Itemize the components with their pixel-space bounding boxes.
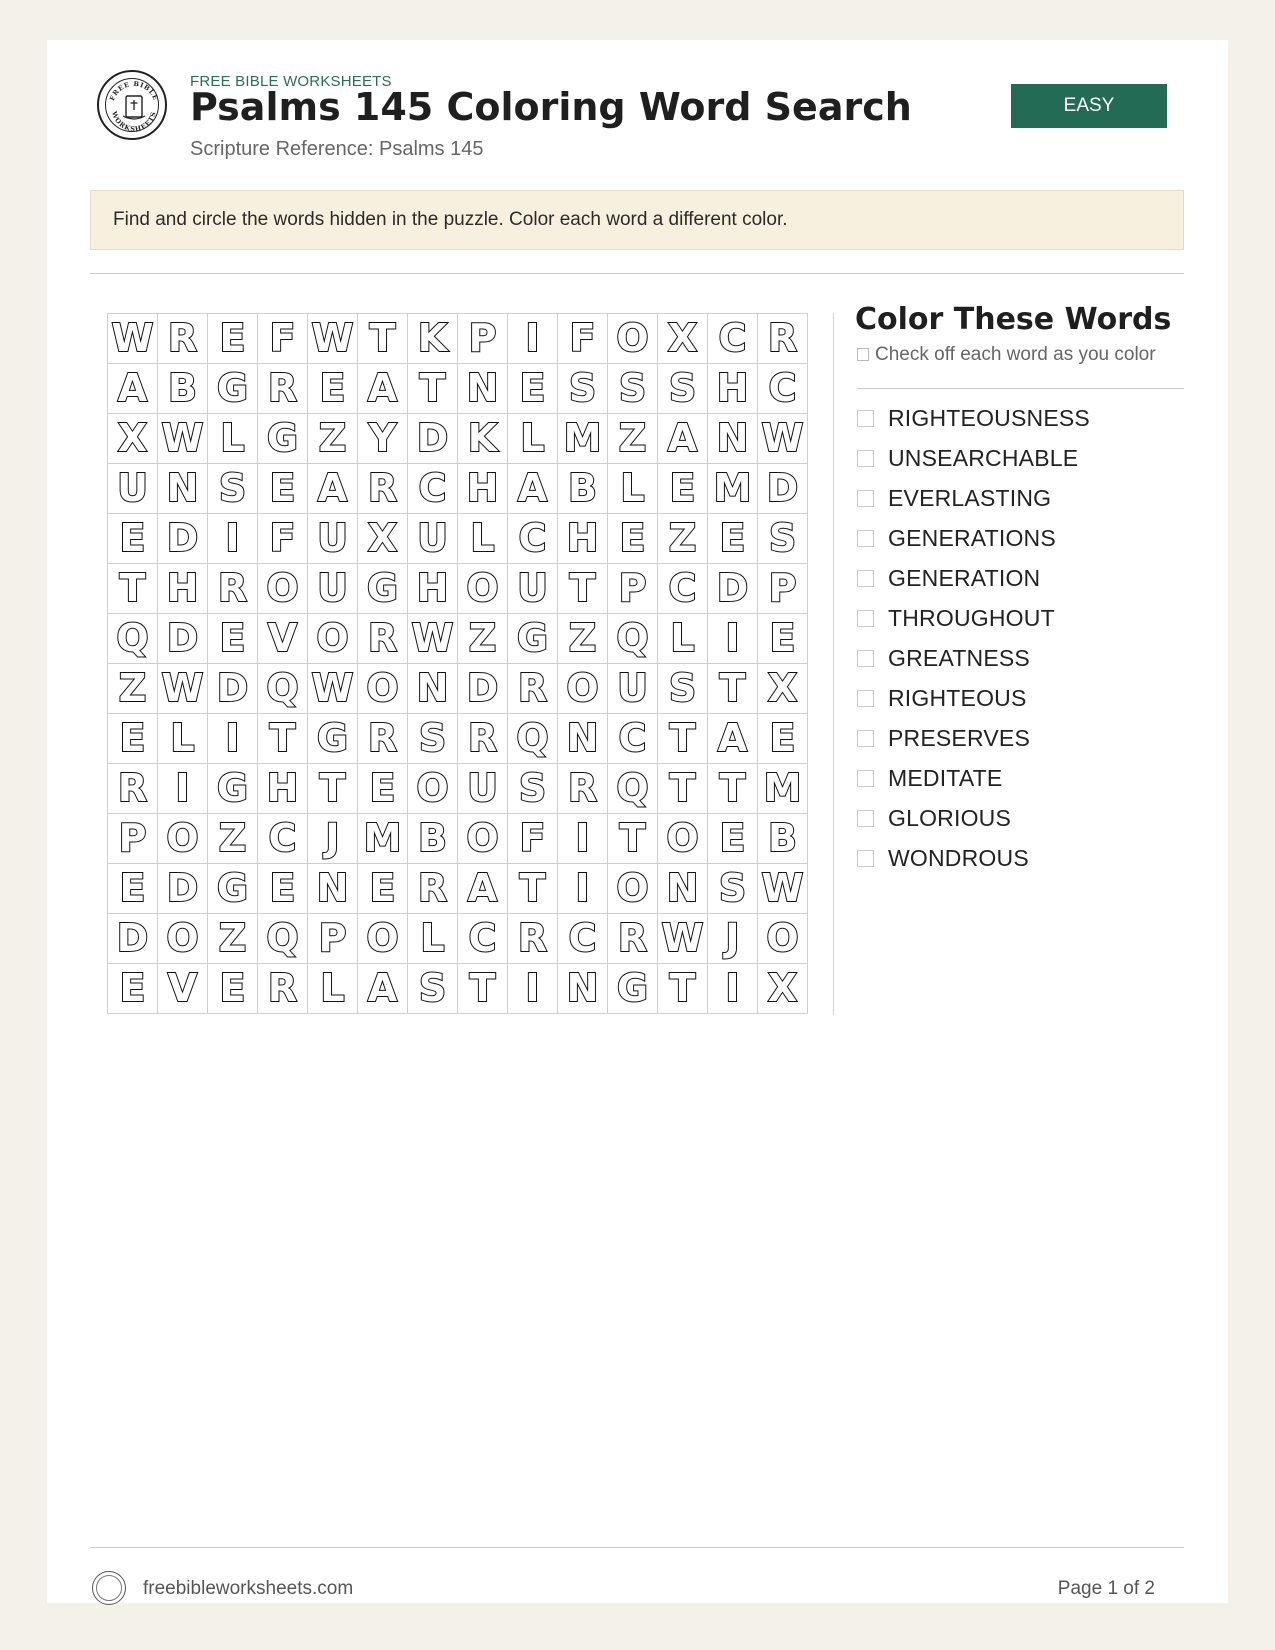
grid-cell[interactable]: E — [608, 514, 658, 564]
grid-cell[interactable]: I — [708, 964, 758, 1014]
grid-cell[interactable]: T — [658, 764, 708, 814]
grid-cell[interactable]: E — [258, 864, 308, 914]
word-checkbox[interactable] — [857, 730, 874, 747]
grid-cell[interactable]: I — [558, 814, 608, 864]
grid-cell[interactable]: E — [208, 314, 258, 364]
difficulty-badge: EASY — [1011, 84, 1167, 128]
grid-cell[interactable]: C — [608, 714, 658, 764]
word-checkbox[interactable] — [857, 490, 874, 507]
grid-cell[interactable]: O — [358, 914, 408, 964]
grid-cell[interactable]: I — [558, 864, 608, 914]
grid-cell[interactable]: R — [358, 714, 408, 764]
grid-cell[interactable]: R — [258, 364, 308, 414]
grid-cell[interactable]: L — [308, 964, 358, 1014]
grid-cell[interactable]: N — [708, 414, 758, 464]
grid-cell[interactable]: P — [458, 314, 508, 364]
grid-cell[interactable]: E — [108, 714, 158, 764]
grid-cell[interactable]: C — [758, 364, 808, 414]
word-item[interactable] — [857, 478, 1090, 518]
grid-cell[interactable]: H — [258, 764, 308, 814]
grid-cell[interactable]: J — [708, 914, 758, 964]
grid-cell[interactable]: R — [458, 714, 508, 764]
word-item[interactable] — [857, 798, 1090, 838]
grid-cell[interactable]: E — [358, 864, 408, 914]
grid-cell[interactable]: Q — [608, 764, 658, 814]
grid-cell[interactable]: S — [608, 364, 658, 414]
grid-cell[interactable]: Z — [208, 814, 258, 864]
grid-cell[interactable]: D — [708, 564, 758, 614]
grid-cell[interactable]: O — [458, 814, 508, 864]
grid-cell[interactable]: R — [358, 614, 408, 664]
grid-cell[interactable]: U — [458, 764, 508, 814]
checkbox-icon — [857, 348, 869, 361]
word-label: GENERATIONS — [888, 524, 1056, 551]
word-checkbox[interactable] — [857, 450, 874, 467]
grid-cell[interactable]: M — [708, 464, 758, 514]
column-divider — [833, 313, 834, 1015]
word-label: RIGHTEOUS — [888, 684, 1027, 711]
grid-cell[interactable]: D — [158, 864, 208, 914]
grid-cell[interactable]: E — [508, 364, 558, 414]
scripture-reference: Scripture Reference: Psalms 145 — [190, 138, 484, 160]
grid-cell[interactable]: R — [758, 314, 808, 364]
grid-cell[interactable]: S — [658, 364, 708, 414]
grid-cell[interactable]: T — [558, 564, 608, 614]
grid-cell[interactable]: T — [708, 764, 758, 814]
grid-cell[interactable]: R — [508, 664, 558, 714]
grid-cell[interactable]: C — [558, 914, 608, 964]
grid-cell[interactable]: M — [758, 764, 808, 814]
worksheet-page — [47, 40, 1228, 1603]
grid-cell[interactable]: D — [158, 514, 208, 564]
word-label: GREATNESS — [888, 644, 1030, 671]
grid-cell[interactable]: A — [308, 464, 358, 514]
grid-cell[interactable]: D — [408, 414, 458, 464]
grid-cell[interactable]: Q — [608, 614, 658, 664]
word-checkbox[interactable] — [857, 770, 874, 787]
grid-cell[interactable]: U — [508, 564, 558, 614]
grid-cell[interactable]: N — [158, 464, 208, 514]
grid-cell[interactable]: M — [358, 814, 408, 864]
word-label: EVERLASTING — [888, 484, 1052, 511]
grid-cell[interactable]: G — [308, 714, 358, 764]
grid-cell[interactable]: E — [658, 464, 708, 514]
grid-cell[interactable]: R — [258, 964, 308, 1014]
grid-cell[interactable]: S — [508, 764, 558, 814]
grid-cell[interactable]: H — [558, 514, 608, 564]
grid-cell[interactable]: S — [208, 464, 258, 514]
grid-cell[interactable]: H — [458, 464, 508, 514]
grid-cell[interactable]: T — [358, 314, 408, 364]
grid-cell[interactable]: O — [258, 564, 308, 614]
grid-cell[interactable]: O — [158, 814, 208, 864]
word-label: GLORIOUS — [888, 804, 1012, 831]
divider — [90, 273, 1184, 274]
grid-cell[interactable]: R — [358, 464, 408, 514]
grid-cell[interactable]: S — [408, 964, 458, 1014]
grid-cell[interactable]: Q — [108, 614, 158, 664]
grid-cell[interactable]: O — [608, 314, 658, 364]
grid-cell[interactable]: I — [208, 714, 258, 764]
brand-name: FREE BIBLE WORKSHEETS — [190, 73, 392, 90]
word-checkbox[interactable] — [857, 530, 874, 547]
grid-cell[interactable]: U — [408, 514, 458, 564]
grid-cell[interactable]: E — [108, 864, 158, 914]
grid-cell[interactable]: F — [558, 314, 608, 364]
grid-cell[interactable]: S — [558, 364, 608, 414]
grid-cell[interactable]: C — [658, 564, 708, 614]
grid-cell[interactable]: E — [108, 514, 158, 564]
grid-cell[interactable]: L — [658, 614, 708, 664]
grid-cell[interactable]: G — [208, 764, 258, 814]
grid-cell[interactable]: D — [208, 664, 258, 714]
grid-cell[interactable]: O — [608, 864, 658, 914]
grid-cell[interactable]: Q — [508, 714, 558, 764]
grid-cell[interactable]: W — [308, 664, 358, 714]
grid-cell[interactable]: E — [258, 464, 308, 514]
word-checkbox[interactable] — [857, 650, 874, 667]
grid-cell[interactable]: C — [508, 514, 558, 564]
grid-cell[interactable]: Y — [358, 414, 408, 464]
word-item[interactable] — [857, 438, 1090, 478]
grid-cell[interactable]: Q — [258, 664, 308, 714]
grid-cell[interactable]: M — [558, 414, 608, 464]
word-item[interactable] — [857, 598, 1090, 638]
grid-cell[interactable]: P — [758, 564, 808, 614]
grid-cell[interactable]: E — [108, 964, 158, 1014]
grid-cell[interactable]: C — [708, 314, 758, 364]
grid-cell[interactable]: G — [508, 614, 558, 664]
logo-text-top: FREE BIBLE — [108, 79, 160, 102]
grid-cell[interactable]: N — [558, 964, 608, 1014]
grid-cell[interactable]: N — [308, 864, 358, 914]
word-bank-title: Color These Words — [855, 302, 1172, 337]
grid-cell[interactable]: W — [308, 314, 358, 364]
word-checkbox[interactable] — [857, 610, 874, 627]
grid-cell[interactable]: H — [408, 564, 458, 614]
grid-cell[interactable]: U — [308, 514, 358, 564]
grid-cell[interactable]: F — [258, 314, 308, 364]
grid-cell[interactable]: A — [508, 464, 558, 514]
grid-cell[interactable]: N — [558, 714, 608, 764]
grid-cell[interactable]: L — [208, 414, 258, 464]
grid-cell[interactable]: A — [108, 364, 158, 414]
grid-cell[interactable]: S — [708, 864, 758, 914]
grid-cell[interactable]: B — [558, 464, 608, 514]
grid-cell[interactable]: B — [758, 814, 808, 864]
grid-cell[interactable]: W — [108, 314, 158, 364]
grid-cell[interactable]: Z — [208, 914, 258, 964]
grid-cell[interactable]: R — [558, 764, 608, 814]
grid-cell[interactable]: U — [608, 664, 658, 714]
grid-cell[interactable]: O — [558, 664, 608, 714]
grid-cell[interactable]: Q — [258, 914, 308, 964]
grid-cell[interactable]: A — [658, 414, 708, 464]
grid-cell[interactable]: P — [308, 914, 358, 964]
word-checkbox[interactable] — [857, 690, 874, 707]
grid-cell[interactable]: O — [658, 814, 708, 864]
word-checkbox[interactable] — [857, 810, 874, 827]
grid-cell[interactable]: R — [408, 864, 458, 914]
word-label: THROUGHOUT — [888, 604, 1055, 631]
grid-cell[interactable]: Z — [458, 614, 508, 664]
grid-cell[interactable]: T — [308, 764, 358, 814]
word-label: MEDITATE — [888, 764, 1003, 791]
grid-cell[interactable]: X — [758, 964, 808, 1014]
grid-cell[interactable]: K — [408, 314, 458, 364]
grid-cell[interactable]: L — [158, 714, 208, 764]
grid-cell[interactable]: R — [158, 314, 208, 364]
grid-cell[interactable]: H — [158, 564, 208, 614]
grid-cell[interactable]: S — [658, 664, 708, 714]
grid-cell[interactable]: N — [658, 864, 708, 914]
grid-cell[interactable]: Z — [608, 414, 658, 464]
grid-cell[interactable]: E — [208, 614, 258, 664]
grid-cell[interactable]: C — [408, 464, 458, 514]
grid-cell[interactable]: E — [758, 614, 808, 664]
grid-cell[interactable]: W — [758, 414, 808, 464]
grid-cell[interactable]: T — [108, 564, 158, 614]
grid-cell[interactable]: D — [758, 464, 808, 514]
word-checkbox[interactable] — [857, 850, 874, 867]
grid-cell[interactable]: X — [658, 314, 708, 364]
word-item[interactable] — [857, 678, 1090, 718]
grid-cell[interactable]: D — [158, 614, 208, 664]
grid-cell[interactable]: W — [758, 864, 808, 914]
grid-cell[interactable]: W — [158, 664, 208, 714]
grid-cell[interactable]: R — [208, 564, 258, 614]
bible-icon — [99, 72, 169, 142]
page-title: Psalms 145 Coloring Word Search — [190, 85, 912, 129]
word-checkbox[interactable] — [857, 410, 874, 427]
grid-cell[interactable]: L — [508, 414, 558, 464]
word-item[interactable] — [857, 718, 1090, 758]
word-item[interactable] — [857, 838, 1090, 878]
grid-cell[interactable]: W — [408, 614, 458, 664]
grid-cell[interactable]: T — [508, 864, 558, 914]
word-item[interactable] — [857, 398, 1090, 438]
grid-cell[interactable]: R — [108, 764, 158, 814]
word-item[interactable] — [857, 518, 1090, 558]
grid-cell[interactable]: O — [308, 614, 358, 664]
grid-cell[interactable]: E — [308, 364, 358, 414]
word-item[interactable] — [857, 558, 1090, 598]
grid-cell[interactable]: E — [708, 514, 758, 564]
grid-cell[interactable]: Z — [108, 664, 158, 714]
grid-cell[interactable]: T — [658, 714, 708, 764]
site-logo — [97, 70, 167, 140]
grid-cell[interactable]: T — [708, 664, 758, 714]
grid-cell[interactable]: V — [158, 964, 208, 1014]
grid-cell[interactable]: D — [458, 664, 508, 714]
grid-cell[interactable]: L — [608, 464, 658, 514]
grid-cell[interactable]: R — [508, 914, 558, 964]
grid-cell[interactable]: L — [458, 514, 508, 564]
grid-cell[interactable]: I — [708, 614, 758, 664]
grid-cell[interactable]: V — [258, 614, 308, 664]
grid-cell[interactable]: J — [308, 814, 358, 864]
grid-cell[interactable]: A — [358, 964, 408, 1014]
grid-cell[interactable]: H — [708, 364, 758, 414]
grid-cell[interactable]: O — [458, 564, 508, 614]
footer-divider — [90, 1547, 1184, 1548]
grid-cell[interactable]: I — [158, 764, 208, 814]
grid-cell[interactable]: X — [108, 414, 158, 464]
grid-cell[interactable]: I — [508, 314, 558, 364]
grid-cell[interactable]: F — [258, 514, 308, 564]
grid-cell[interactable]: L — [408, 914, 458, 964]
grid-cell[interactable]: S — [758, 514, 808, 564]
grid-cell[interactable]: C — [458, 914, 508, 964]
grid-cell[interactable]: T — [658, 964, 708, 1014]
grid-cell[interactable]: G — [208, 864, 258, 914]
word-label: RIGHTEOUSNESS — [888, 404, 1090, 431]
grid-cell[interactable]: G — [358, 564, 408, 614]
grid-cell[interactable]: E — [358, 764, 408, 814]
divider — [857, 388, 1184, 389]
grid-cell[interactable]: T — [608, 814, 658, 864]
grid-cell[interactable]: A — [708, 714, 758, 764]
grid-cell[interactable]: G — [608, 964, 658, 1014]
grid-cell[interactable]: O — [358, 664, 408, 714]
grid-cell[interactable]: Z — [658, 514, 708, 564]
word-search-grid — [107, 313, 808, 1014]
footer-logo — [92, 1571, 126, 1605]
footer-site-link[interactable]: freebibleworksheets.com — [143, 1578, 354, 1599]
word-list — [857, 398, 1090, 878]
grid-cell[interactable]: X — [358, 514, 408, 564]
grid-cell[interactable]: N — [458, 364, 508, 414]
grid-cell[interactable]: B — [158, 364, 208, 414]
grid-cell[interactable]: O — [408, 764, 458, 814]
grid-cell[interactable]: A — [358, 364, 408, 414]
grid-cell[interactable]: O — [158, 914, 208, 964]
grid-cell[interactable]: A — [458, 864, 508, 914]
word-item[interactable] — [857, 758, 1090, 798]
grid-cell[interactable]: E — [708, 814, 758, 864]
grid-cell[interactable]: R — [608, 914, 658, 964]
grid-cell[interactable]: O — [758, 914, 808, 964]
logo-text-bottom: WORKSHEETS — [109, 110, 158, 134]
grid-cell[interactable]: I — [508, 964, 558, 1014]
instructions-box: Find and circle the words hidden in the puzzle. Color each word a different color. — [90, 190, 1184, 250]
grid-cell[interactable]: T — [458, 964, 508, 1014]
word-checkbox[interactable] — [857, 570, 874, 587]
grid-cell[interactable]: Z — [558, 614, 608, 664]
word-bank-subtitle — [857, 344, 1156, 366]
grid-cell[interactable]: B — [408, 814, 458, 864]
grid-cell[interactable]: E — [208, 964, 258, 1014]
grid-cell[interactable]: F — [508, 814, 558, 864]
grid-cell[interactable]: E — [758, 714, 808, 764]
grid-cell[interactable]: P — [108, 814, 158, 864]
grid-cell[interactable]: W — [158, 414, 208, 464]
word-label: PRESERVES — [888, 724, 1030, 751]
grid-cell[interactable]: D — [108, 914, 158, 964]
grid-cell[interactable]: T — [258, 714, 308, 764]
grid-cell[interactable]: K — [458, 414, 508, 464]
grid-cell[interactable]: Z — [308, 414, 358, 464]
grid-cell[interactable]: N — [408, 664, 458, 714]
page-number: Page 1 of 2 — [1057, 1578, 1155, 1599]
grid-cell[interactable]: I — [208, 514, 258, 564]
grid-cell[interactable]: G — [258, 414, 308, 464]
word-bank-subtitle-text: Check off each word as you color — [875, 344, 1156, 365]
grid-cell[interactable]: X — [758, 664, 808, 714]
word-label: UNSEARCHABLE — [888, 444, 1079, 471]
grid-cell[interactable]: S — [408, 714, 458, 764]
grid-cell[interactable]: W — [658, 914, 708, 964]
grid-cell[interactable]: U — [308, 564, 358, 614]
grid-cell[interactable]: T — [408, 364, 458, 414]
word-item[interactable] — [857, 638, 1090, 678]
word-label: WONDROUS — [888, 844, 1029, 871]
grid-cell[interactable]: C — [258, 814, 308, 864]
grid-cell[interactable]: G — [208, 364, 258, 414]
word-label: GENERATION — [888, 564, 1041, 591]
grid-cell[interactable]: P — [608, 564, 658, 614]
grid-cell[interactable]: U — [108, 464, 158, 514]
